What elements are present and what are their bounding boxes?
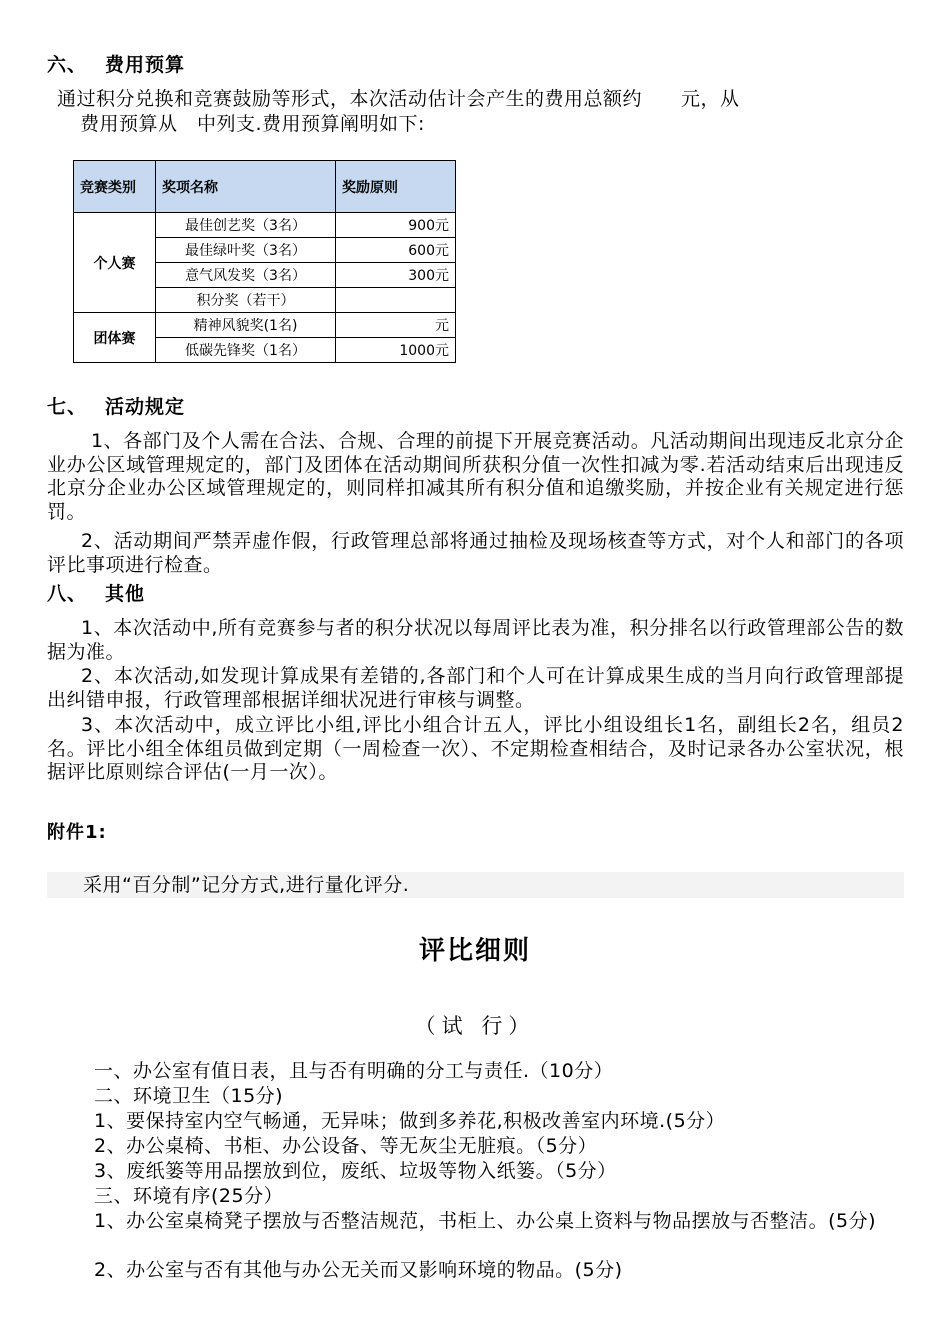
section7-paragraph-1: 1、各部门及个人需在合法、合规、合理的前提下开展竞赛活动。凡活动期间出现违反北京分企业办公区域管理规定的，部门及团体在活动期间所获积分值一次性扣减为零.若活动结束后出现违反北京分企业办公区域管理规定的，则同样扣减其所有积分值和追缴奖励，并按企业有关规定进行惩罚。 (47, 430, 904, 523)
award-name: 低碳先锋奖（1名） (156, 338, 336, 363)
section8-paragraph-3: 3、本次活动中，成立评比小组,评比小组合计五人，评比小组设组长1名，副组长2名，组员2名。评比小组全体组员做到定期（一周检查一次）、不定期检查相结合，及时记录各办公室状况，根据评比原则综合评估(一月一次）。 (47, 714, 904, 783)
header-category: 竞赛类别 (74, 161, 156, 213)
award-name: 最佳创艺奖（3名） (156, 213, 336, 238)
section7-title: 活动规定 (105, 396, 186, 418)
category-individual: 个人赛 (74, 213, 156, 313)
rules-item-2: 二、环境卫生（15分) (94, 1085, 284, 1107)
award-name: 意气风发奖（3名） (156, 263, 336, 288)
table-header-row (74, 161, 456, 213)
attachment-label: 附件1: (47, 822, 107, 843)
award-amount: 1000元 (336, 338, 456, 363)
section6-heading (47, 50, 185, 77)
award-amount (336, 288, 456, 313)
section7-number: 七、 (47, 396, 88, 418)
rules-item-2-3: 3、废纸篓等用品摆放到位，废纸、垃圾等物入纸篓。（5分） (94, 1160, 617, 1182)
section6-title: 费用预算 (105, 54, 186, 76)
section8-title: 其他 (105, 583, 146, 605)
rules-title: 评比细则 (418, 936, 531, 966)
header-amount: 奖励原则 (336, 161, 456, 213)
award-name: 积分奖（若干） (156, 288, 336, 313)
budget-table (73, 160, 456, 363)
section6-intro-line1: 通过积分兑换和竞赛鼓励等形式，本次活动估计会产生的费用总额约 元，从 (57, 88, 740, 110)
award-amount: 元 (336, 313, 456, 338)
rules-item-3-2: 2、办公室与否有其他与办公无关而又影响环境的物品。(5分) (94, 1259, 623, 1281)
section6-number: 六、 (47, 54, 88, 76)
award-amount: 600元 (336, 238, 456, 263)
section7-heading (47, 392, 185, 419)
rules-item-3: 三、环境有序(25分） (94, 1185, 284, 1207)
section6-intro-line2: 费用预算从 中列支.费用预算阐明如下: (80, 113, 425, 135)
header-award: 奖项名称 (156, 161, 336, 213)
table-row (74, 213, 456, 238)
section8-heading (47, 579, 145, 606)
section7-paragraph-2: 2、活动期间严禁弄虚作假，行政管理总部将通过抽检及现场核查等方式，对个人和部门的各项评比事项进行检查。 (47, 530, 904, 576)
rules-subtitle: （试 行） (414, 1014, 536, 1038)
rules-item-3-1: 1、办公室桌椅凳子摆放与否整洁规范，书柜上、办公桌上资料与物品摆放与否整洁。(5分) (94, 1210, 877, 1232)
rules-item-2-2: 2、办公桌椅、书柜、办公设备、等无灰尘无脏痕。（5分） (94, 1135, 598, 1157)
award-name: 最佳绿叶奖（3名） (156, 238, 336, 263)
section8-paragraph-1: 1、本次活动中,所有竞赛参与者的积分状况以每周评比表为准，积分排名以行政管理部公告的数据为准。 (47, 617, 904, 663)
award-amount: 300元 (336, 263, 456, 288)
award-amount: 900元 (336, 213, 456, 238)
table-row (74, 313, 456, 338)
rules-item-1: 一、办公室有值日表，且与否有明确的分工与责任.（10分） (94, 1060, 614, 1082)
rules-item-2-1: 1、要保持室内空气畅通，无异味；做到多养花,积极改善室内环境.(5分） (94, 1110, 726, 1132)
scoring-note: 采用“百分制”记分方式,进行量化评分. (83, 874, 410, 896)
section8-number: 八、 (47, 583, 88, 605)
section8-paragraph-2: 2、本次活动,如发现计算成果有差错的,各部门和个人可在计算成果生成的当月向行政管理部提出纠错申报，行政管理部根据详细状况进行审核与调整。 (47, 665, 904, 711)
award-name: 精神风貌奖(1名) (156, 313, 336, 338)
category-team: 团体赛 (74, 313, 156, 363)
